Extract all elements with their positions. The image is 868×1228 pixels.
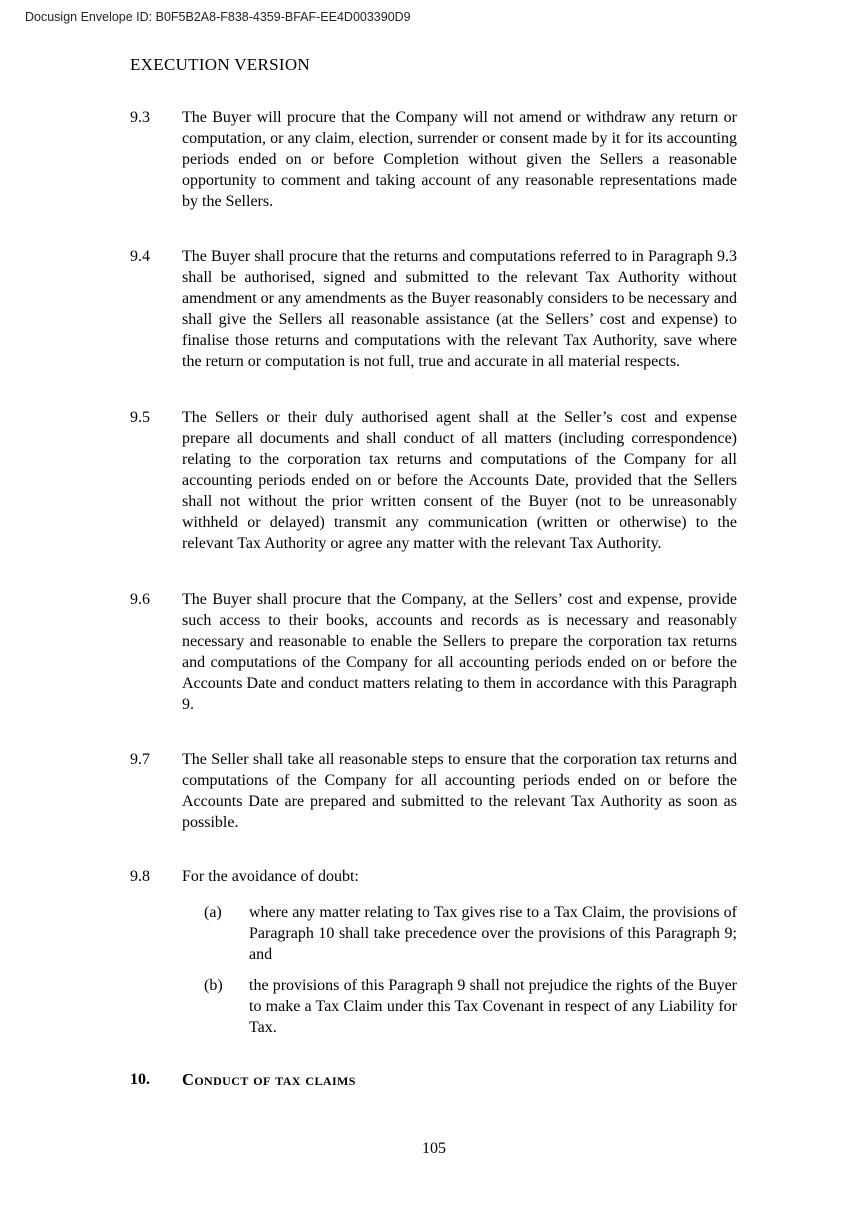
paragraph-number: 9.8 [130,868,150,885]
paragraph-text: The Buyer shall procure that the Company, at the Sellers’ cost and expense, provide such access to their books, accounts and records as is necessary and reasonably necessary and reasonable to enable the Sellers to prepare the corporation tax returns and computations of the Company for all accounting periods ended on or before the Accounts Date and conduct matters relating to them in accordance with this Paragraph 9. [182,591,737,713]
paragraph-text: The Buyer will procure that the Company will not amend or withdraw any return or computation, or any claim, election, surrender or consent made by it for its accounting periods ended on or before Completion without given the Sellers a reasonable opportunity to comment and taking account of any reasonable representations made by the Sellers. [182,109,737,210]
paragraph-9-8 [130,866,737,887]
execution-version-label: EXECUTION VERSION [130,55,310,74]
paragraph-text: For the avoidance of doubt: [182,868,359,885]
paragraph-number: 9.4 [130,248,150,265]
paragraph-text: The Sellers or their duly authorised agent shall at the Seller’s cost and expense prepare all documents and shall conduct of all matters (including correspondence) relating to the corporation tax returns and computations of the Company for all accounting periods ended on or before the Accounts Date, provided that the Sellers shall not without the prior written consent of the Buyer (not to be unreasonably withheld or delayed) transmit any communication (written or otherwise) to the relevant Tax Authority or agree any matter with the relevant Tax Authority. [182,409,737,552]
section-number: 10. [130,1071,150,1088]
paragraph-9-4 [130,246,737,372]
subparagraph-a [204,902,737,965]
paragraph-9-6 [130,589,737,715]
subparagraph-b [204,975,737,1038]
docusign-envelope-id: Docusign Envelope ID: B0F5B2A8-F838-4359-BFAF-EE4D003390D9 [25,10,411,24]
section-10-heading [130,1069,737,1090]
subparagraph-label: (a) [204,904,222,921]
section-title: Conduct of tax claims [182,1070,356,1089]
paragraph-text: The Seller shall take all reasonable steps to ensure that the corporation tax returns and computations of the Company for all accounting periods ended on or before the Accounts Date are prepared and submitted to the relevant Tax Authority as soon as possible. [182,751,737,831]
paragraph-number: 9.5 [130,409,150,426]
paragraph-9-5 [130,407,737,554]
subparagraph-text: the provisions of this Paragraph 9 shall not prejudice the rights of the Buyer to make a Tax Claim under this Tax Covenant in respect of any Liability for Tax. [249,977,737,1036]
subparagraph-label: (b) [204,977,223,994]
paragraph-number: 9.3 [130,109,150,126]
paragraph-text: The Buyer shall procure that the returns and computations referred to in Paragraph 9.3 shall be authorised, signed and submitted to the relevant Tax Authority without amendment or any amendments as the Buyer reasonably considers to be necessary and shall give the Sellers all reasonable assistance (at the Sellers’ cost and expense) to finalise those returns and computations with the relevant Tax Authority, save where the return or computation is not full, true and accurate in all material respects. [182,248,737,370]
paragraph-number: 9.7 [130,751,150,768]
paragraph-9-3 [130,107,737,212]
paragraph-number: 9.6 [130,591,150,608]
paragraph-9-7 [130,749,737,833]
subparagraph-text: where any matter relating to Tax gives rise to a Tax Claim, the provisions of Paragraph 10 shall take precedence over the provisions of this Paragraph 9; and [249,904,737,963]
page-number: 105 [422,1140,446,1157]
